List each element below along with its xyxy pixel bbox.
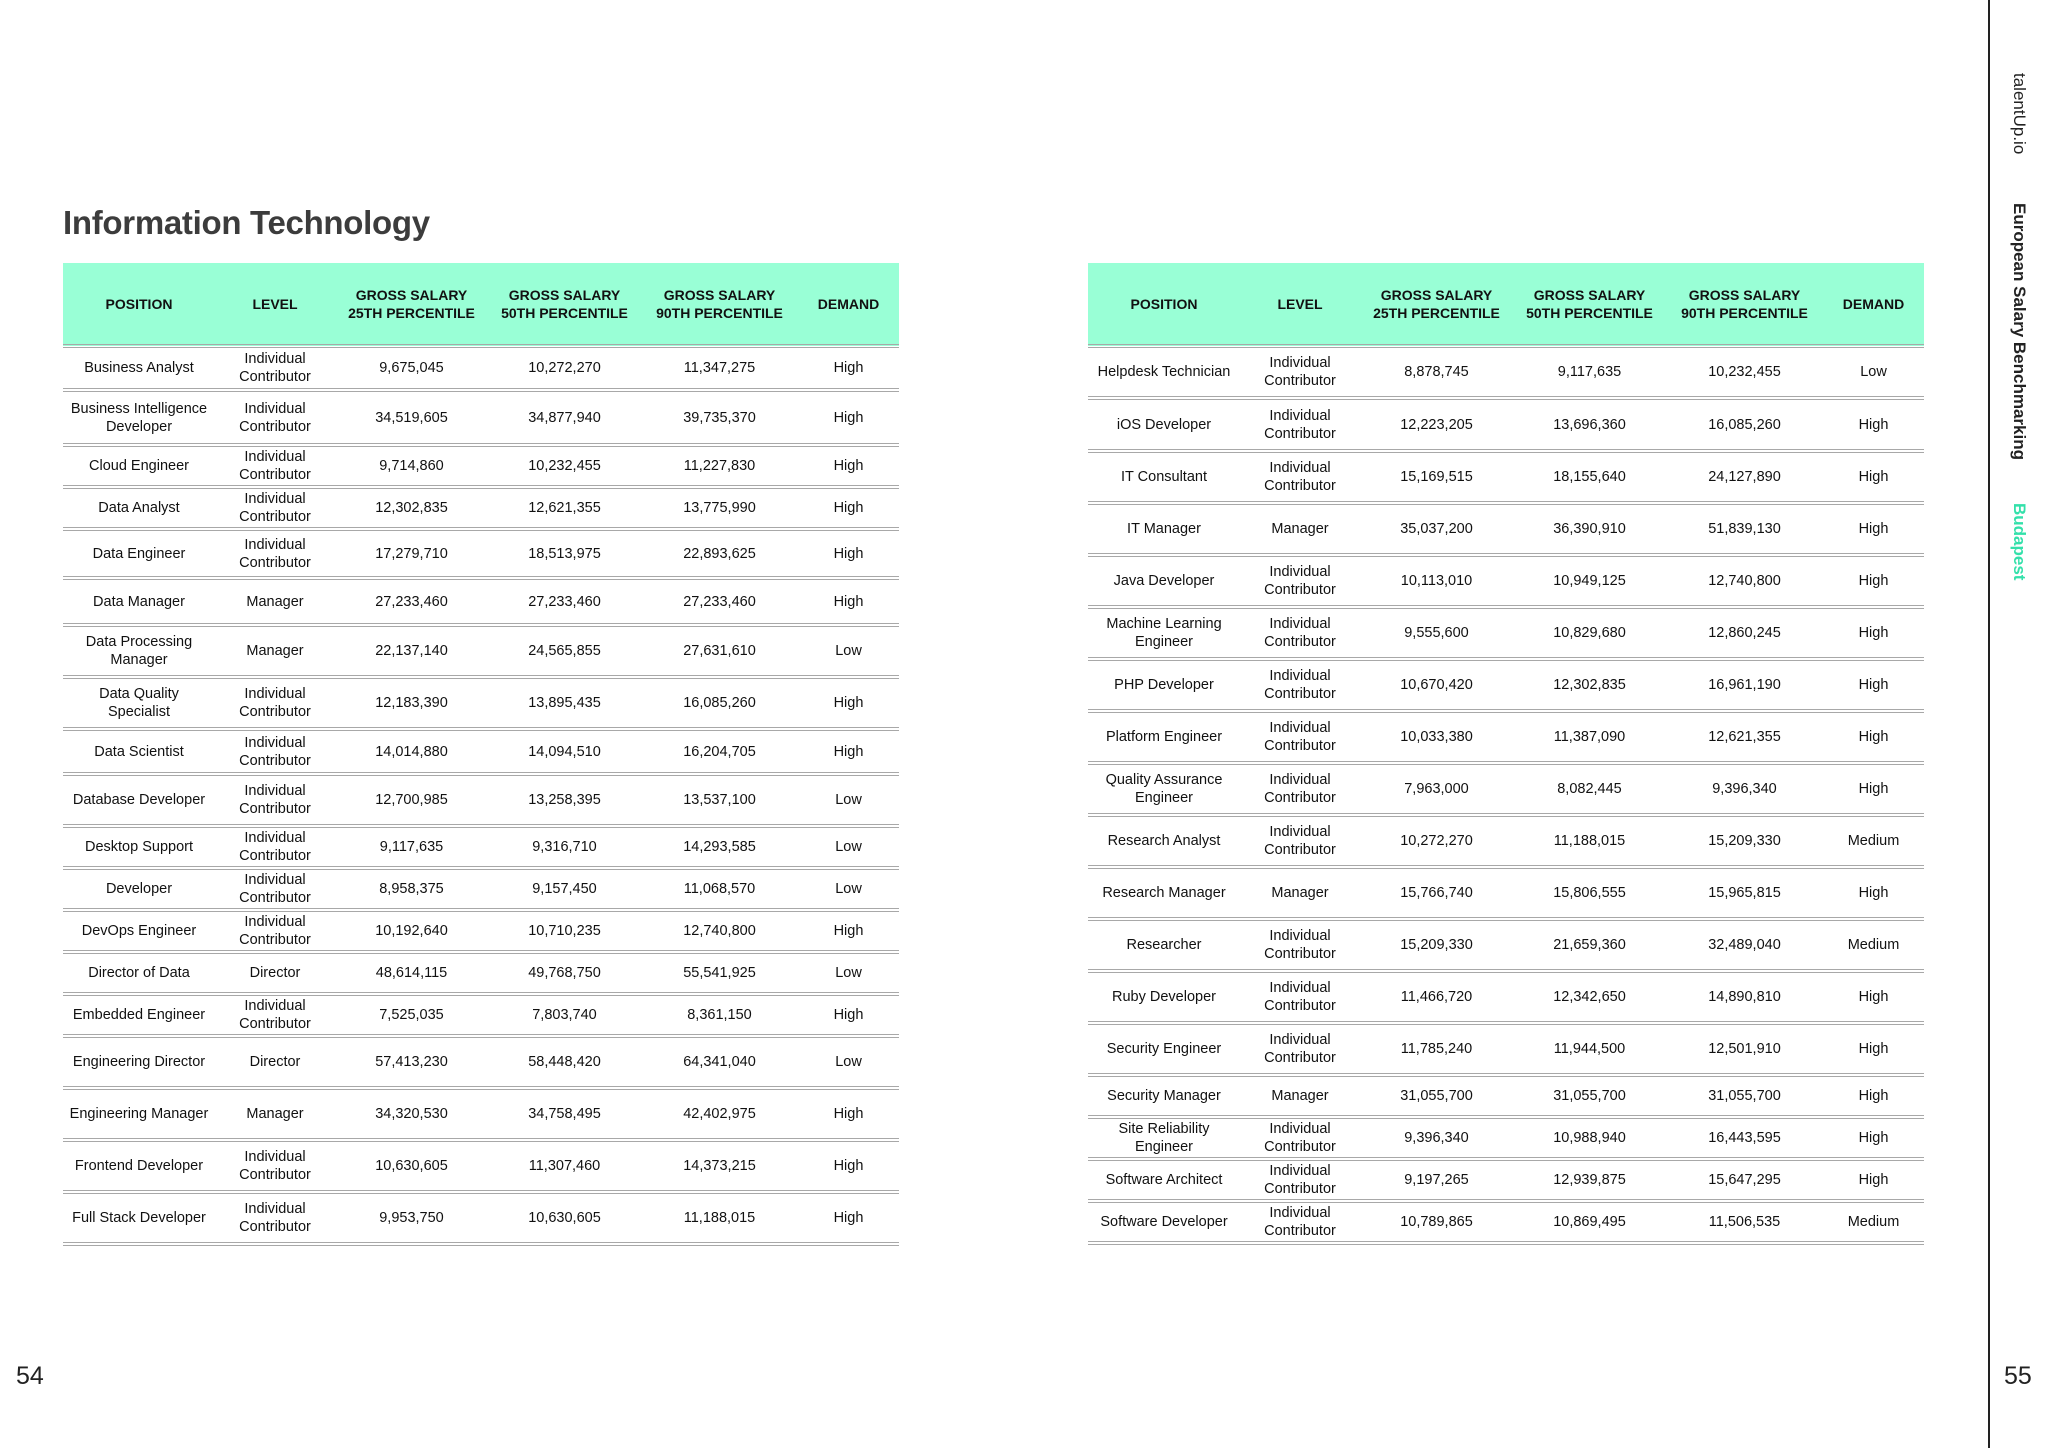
header-p90 (1666, 263, 1823, 346)
cell-p25: 57,413,230 (335, 1036, 488, 1088)
cell-position: Desktop Support (63, 826, 215, 868)
cell-p50: 10,710,235 (488, 910, 641, 952)
cell-demand: Low (798, 826, 899, 868)
cell-p50: 10,988,940 (1513, 1117, 1666, 1159)
cell-p90: 27,631,610 (641, 625, 798, 677)
cell-p50: 34,877,940 (488, 390, 641, 445)
cell-position: Data Engineer (63, 529, 215, 578)
cell-level: Manager (1240, 867, 1360, 919)
cell-p25: 9,675,045 (335, 346, 488, 390)
header-p50-line1: GROSS SALARY (1533, 286, 1646, 303)
cell-position: Database Developer (63, 774, 215, 826)
cell-level: Individual Contributor (1240, 607, 1360, 659)
cell-p90: 27,233,460 (641, 578, 798, 625)
cell-p90: 15,647,295 (1666, 1159, 1823, 1201)
cell-demand: Medium (1823, 815, 1924, 867)
sidebar-brand: talentUp.io (2010, 73, 2029, 155)
cell-position: Cloud Engineer (63, 445, 215, 487)
cell-p50: 9,157,450 (488, 868, 641, 910)
cell-p25: 9,714,860 (335, 445, 488, 487)
page-number-right: 55 (2004, 1362, 2032, 1390)
cell-demand: High (798, 1140, 899, 1192)
cell-demand: High (1823, 1075, 1924, 1117)
salary-table-left (63, 263, 899, 1246)
cell-p50: 27,233,460 (488, 578, 641, 625)
cell-p90: 24,127,890 (1666, 451, 1823, 503)
cell-demand: High (1823, 1023, 1924, 1075)
cell-p25: 12,223,205 (1360, 398, 1513, 451)
cell-p90: 16,085,260 (1666, 398, 1823, 451)
table-row (1088, 971, 1924, 1023)
cell-position: Data Analyst (63, 487, 215, 529)
cell-p90: 11,506,535 (1666, 1201, 1823, 1243)
cell-p25: 27,233,460 (335, 578, 488, 625)
cell-p90: 32,489,040 (1666, 919, 1823, 971)
cell-position: Java Developer (1088, 555, 1240, 607)
cell-p25: 17,279,710 (335, 529, 488, 578)
table-row (1088, 451, 1924, 503)
cell-p50: 34,758,495 (488, 1088, 641, 1140)
cell-p50: 13,895,435 (488, 677, 641, 729)
cell-p50: 18,513,975 (488, 529, 641, 578)
cell-p50: 12,621,355 (488, 487, 641, 529)
cell-position: Security Manager (1088, 1075, 1240, 1117)
cell-p25: 34,320,530 (335, 1088, 488, 1140)
sidebar-city: Budapest (2010, 503, 2029, 581)
page-number-left: 54 (16, 1362, 44, 1390)
cell-level: Individual Contributor (1240, 919, 1360, 971)
cell-position: Full Stack Developer (63, 1192, 215, 1244)
cell-p25: 7,963,000 (1360, 763, 1513, 815)
table-row (1088, 763, 1924, 815)
table-body-right (1088, 346, 1924, 1243)
table-row (63, 625, 899, 677)
cell-p90: 8,361,150 (641, 994, 798, 1036)
header-p50 (488, 263, 641, 346)
cell-p50: 24,565,855 (488, 625, 641, 677)
cell-p90: 16,204,705 (641, 729, 798, 774)
header-p25-line1: GROSS SALARY (1380, 286, 1493, 303)
cell-p50: 11,944,500 (1513, 1023, 1666, 1075)
cell-level: Manager (215, 578, 335, 625)
header-p90-line2: 90TH PERCENTILE (1681, 304, 1808, 321)
cell-level: Individual Contributor (215, 1192, 335, 1244)
cell-p25: 15,209,330 (1360, 919, 1513, 971)
cell-demand: High (798, 445, 899, 487)
cell-p50: 10,272,270 (488, 346, 641, 390)
cell-demand: High (798, 677, 899, 729)
cell-position: Platform Engineer (1088, 711, 1240, 763)
cell-level: Individual Contributor (1240, 1159, 1360, 1201)
cell-level: Director (215, 952, 335, 994)
cell-level: Director (215, 1036, 335, 1088)
cell-p90: 14,890,810 (1666, 971, 1823, 1023)
header-p25-line2: 25TH PERCENTILE (348, 304, 475, 321)
table-row (63, 445, 899, 487)
cell-demand: High (798, 529, 899, 578)
header-p90-line1: GROSS SALARY (663, 286, 776, 303)
cell-level: Individual Contributor (1240, 1201, 1360, 1243)
header-demand: DEMAND (798, 263, 899, 346)
cell-p90: 15,965,815 (1666, 867, 1823, 919)
cell-position: Quality Assurance Engineer (1088, 763, 1240, 815)
cell-level: Individual Contributor (1240, 763, 1360, 815)
cell-p50: 13,258,395 (488, 774, 641, 826)
sidebar-report-title: European Salary Benchmarking (2010, 203, 2029, 460)
cell-position: Site Reliability Engineer (1088, 1117, 1240, 1159)
cell-p90: 9,396,340 (1666, 763, 1823, 815)
cell-level: Manager (1240, 1075, 1360, 1117)
cell-demand: High (798, 1088, 899, 1140)
cell-level: Individual Contributor (1240, 1117, 1360, 1159)
cell-demand: High (798, 578, 899, 625)
cell-p90: 12,740,800 (1666, 555, 1823, 607)
header-p50 (1513, 263, 1666, 346)
cell-demand: High (1823, 503, 1924, 555)
cell-p50: 9,117,635 (1513, 346, 1666, 398)
cell-position: Director of Data (63, 952, 215, 994)
cell-level: Individual Contributor (215, 529, 335, 578)
cell-p90: 55,541,925 (641, 952, 798, 994)
header-p25-line2: 25TH PERCENTILE (1373, 304, 1500, 321)
header-p90 (641, 263, 798, 346)
cell-p25: 9,396,340 (1360, 1117, 1513, 1159)
cell-p25: 9,555,600 (1360, 607, 1513, 659)
cell-p90: 64,341,040 (641, 1036, 798, 1088)
cell-p90: 16,085,260 (641, 677, 798, 729)
header-p90-line1: GROSS SALARY (1688, 286, 1801, 303)
cell-level: Manager (215, 1088, 335, 1140)
cell-p90: 14,293,585 (641, 826, 798, 868)
header-p90-line2: 90TH PERCENTILE (656, 304, 783, 321)
header-p25-line1: GROSS SALARY (355, 286, 468, 303)
table-row (1088, 607, 1924, 659)
cell-p25: 12,183,390 (335, 677, 488, 729)
table-row (1088, 711, 1924, 763)
cell-p50: 12,342,650 (1513, 971, 1666, 1023)
table-row (1088, 346, 1924, 398)
cell-position: Security Engineer (1088, 1023, 1240, 1075)
cell-demand: High (798, 346, 899, 390)
cell-p90: 12,501,910 (1666, 1023, 1823, 1075)
cell-demand: High (1823, 398, 1924, 451)
cell-p25: 10,113,010 (1360, 555, 1513, 607)
cell-p25: 22,137,140 (335, 625, 488, 677)
cell-demand: High (798, 729, 899, 774)
cell-p90: 13,775,990 (641, 487, 798, 529)
header-p50-line2: 50TH PERCENTILE (1526, 304, 1653, 321)
cell-p25: 8,878,745 (1360, 346, 1513, 398)
cell-p50: 18,155,640 (1513, 451, 1666, 503)
table-row (1088, 1075, 1924, 1117)
cell-p90: 11,227,830 (641, 445, 798, 487)
cell-level: Individual Contributor (215, 1140, 335, 1192)
cell-p25: 31,055,700 (1360, 1075, 1513, 1117)
header-p50-line2: 50TH PERCENTILE (501, 304, 628, 321)
cell-p90: 11,347,275 (641, 346, 798, 390)
cell-p50: 11,387,090 (1513, 711, 1666, 763)
cell-position: Research Manager (1088, 867, 1240, 919)
cell-demand: High (1823, 763, 1924, 815)
cell-p25: 10,033,380 (1360, 711, 1513, 763)
cell-demand: High (1823, 1117, 1924, 1159)
cell-p50: 10,630,605 (488, 1192, 641, 1244)
cell-p50: 49,768,750 (488, 952, 641, 994)
cell-p90: 42,402,975 (641, 1088, 798, 1140)
table-row (63, 910, 899, 952)
cell-p25: 12,302,835 (335, 487, 488, 529)
table-header-row (1088, 263, 1924, 346)
cell-p25: 10,272,270 (1360, 815, 1513, 867)
table-row (1088, 867, 1924, 919)
cell-demand: High (1823, 971, 1924, 1023)
cell-demand: High (798, 1192, 899, 1244)
table-row (63, 677, 899, 729)
table-row (1088, 815, 1924, 867)
cell-p90: 16,961,190 (1666, 659, 1823, 711)
header-p25 (1360, 263, 1513, 346)
cell-position: Engineering Manager (63, 1088, 215, 1140)
header-position: POSITION (63, 263, 215, 346)
cell-demand: High (1823, 555, 1924, 607)
cell-level: Individual Contributor (1240, 346, 1360, 398)
cell-level: Individual Contributor (1240, 398, 1360, 451)
cell-position: Developer (63, 868, 215, 910)
cell-p90: 12,860,245 (1666, 607, 1823, 659)
cell-p50: 10,869,495 (1513, 1201, 1666, 1243)
table-row (63, 1088, 899, 1140)
cell-level: Manager (215, 625, 335, 677)
cell-p90: 31,055,700 (1666, 1075, 1823, 1117)
table-row (63, 1140, 899, 1192)
header-level: LEVEL (215, 263, 335, 346)
table-row (63, 578, 899, 625)
cell-p90: 12,740,800 (641, 910, 798, 952)
cell-p50: 31,055,700 (1513, 1075, 1666, 1117)
cell-level: Individual Contributor (215, 729, 335, 774)
cell-p50: 10,829,680 (1513, 607, 1666, 659)
cell-demand: High (798, 994, 899, 1036)
cell-p50: 12,302,835 (1513, 659, 1666, 711)
cell-position: IT Manager (1088, 503, 1240, 555)
cell-p90: 11,068,570 (641, 868, 798, 910)
cell-level: Individual Contributor (215, 346, 335, 390)
salary-table-right (1088, 263, 1924, 1245)
cell-position: Data Quality Specialist (63, 677, 215, 729)
cell-level: Individual Contributor (1240, 659, 1360, 711)
cell-level: Individual Contributor (215, 677, 335, 729)
table-row (63, 826, 899, 868)
cell-p25: 10,630,605 (335, 1140, 488, 1192)
cell-p25: 10,789,865 (1360, 1201, 1513, 1243)
cell-level: Individual Contributor (1240, 1023, 1360, 1075)
cell-p90: 22,893,625 (641, 529, 798, 578)
cell-level: Individual Contributor (215, 445, 335, 487)
cell-position: Helpdesk Technician (1088, 346, 1240, 398)
table-row (1088, 1023, 1924, 1075)
cell-position: Engineering Director (63, 1036, 215, 1088)
cell-level: Individual Contributor (215, 487, 335, 529)
cell-p25: 34,519,605 (335, 390, 488, 445)
cell-p25: 15,169,515 (1360, 451, 1513, 503)
cell-level: Individual Contributor (1240, 555, 1360, 607)
cell-p50: 21,659,360 (1513, 919, 1666, 971)
cell-demand: Medium (1823, 1201, 1924, 1243)
cell-p90: 13,537,100 (641, 774, 798, 826)
cell-level: Individual Contributor (215, 826, 335, 868)
cell-p25: 8,958,375 (335, 868, 488, 910)
cell-demand: High (1823, 711, 1924, 763)
cell-demand: High (798, 487, 899, 529)
cell-position: Business Analyst (63, 346, 215, 390)
cell-level: Individual Contributor (1240, 971, 1360, 1023)
header-p50-line1: GROSS SALARY (508, 286, 621, 303)
cell-p50: 15,806,555 (1513, 867, 1666, 919)
table-row (1088, 1117, 1924, 1159)
cell-demand: Low (798, 1036, 899, 1088)
table-row (63, 1036, 899, 1088)
table-row (63, 994, 899, 1036)
header-position: POSITION (1088, 263, 1240, 346)
cell-level: Individual Contributor (215, 910, 335, 952)
cell-position: Data Scientist (63, 729, 215, 774)
cell-position: Data Processing Manager (63, 625, 215, 677)
cell-p90: 39,735,370 (641, 390, 798, 445)
cell-p90: 12,621,355 (1666, 711, 1823, 763)
cell-p90: 51,839,130 (1666, 503, 1823, 555)
cell-p25: 9,953,750 (335, 1192, 488, 1244)
cell-demand: High (1823, 607, 1924, 659)
cell-demand: High (1823, 867, 1924, 919)
cell-p90: 11,188,015 (641, 1192, 798, 1244)
cell-p50: 14,094,510 (488, 729, 641, 774)
cell-demand: High (1823, 451, 1924, 503)
cell-position: Data Manager (63, 578, 215, 625)
table-row (1088, 1201, 1924, 1243)
table-row (63, 390, 899, 445)
cell-position: PHP Developer (1088, 659, 1240, 711)
cell-position: DevOps Engineer (63, 910, 215, 952)
table-row (1088, 919, 1924, 971)
cell-p25: 9,197,265 (1360, 1159, 1513, 1201)
header-level: LEVEL (1240, 263, 1360, 346)
cell-p50: 11,188,015 (1513, 815, 1666, 867)
cell-demand: Low (798, 774, 899, 826)
sidebar-divider (1988, 0, 1990, 1448)
cell-p50: 36,390,910 (1513, 503, 1666, 555)
cell-position: iOS Developer (1088, 398, 1240, 451)
cell-p50: 7,803,740 (488, 994, 641, 1036)
cell-position: Research Analyst (1088, 815, 1240, 867)
cell-demand: High (798, 390, 899, 445)
cell-level: Individual Contributor (215, 390, 335, 445)
cell-level: Individual Contributor (1240, 711, 1360, 763)
cell-position: Ruby Developer (1088, 971, 1240, 1023)
cell-level: Individual Contributor (215, 868, 335, 910)
table-row (63, 729, 899, 774)
cell-p50: 8,082,445 (1513, 763, 1666, 815)
cell-position: Researcher (1088, 919, 1240, 971)
cell-p25: 11,466,720 (1360, 971, 1513, 1023)
cell-demand: Medium (1823, 919, 1924, 971)
cell-p25: 15,766,740 (1360, 867, 1513, 919)
table-row (1088, 503, 1924, 555)
cell-p90: 10,232,455 (1666, 346, 1823, 398)
cell-level: Manager (1240, 503, 1360, 555)
table-row (63, 952, 899, 994)
cell-p50: 12,939,875 (1513, 1159, 1666, 1201)
cell-p50: 9,316,710 (488, 826, 641, 868)
table-row (63, 774, 899, 826)
table-row (63, 487, 899, 529)
cell-p90: 15,209,330 (1666, 815, 1823, 867)
cell-demand: Low (798, 625, 899, 677)
cell-demand: High (1823, 659, 1924, 711)
cell-position: Frontend Developer (63, 1140, 215, 1192)
table-body-left (63, 346, 899, 1244)
cell-p25: 10,192,640 (335, 910, 488, 952)
cell-level: Individual Contributor (215, 774, 335, 826)
page-title: Information Technology (63, 204, 430, 241)
header-p25 (335, 263, 488, 346)
table-row (63, 868, 899, 910)
cell-demand: Low (798, 868, 899, 910)
cell-p90: 14,373,215 (641, 1140, 798, 1192)
cell-demand: High (798, 910, 899, 952)
table-row (63, 1192, 899, 1244)
table-header-row (63, 263, 899, 346)
cell-p25: 12,700,985 (335, 774, 488, 826)
cell-position: IT Consultant (1088, 451, 1240, 503)
cell-p25: 14,014,880 (335, 729, 488, 774)
cell-demand: High (1823, 1159, 1924, 1201)
cell-p50: 11,307,460 (488, 1140, 641, 1192)
cell-demand: Low (1823, 346, 1924, 398)
table-row (1088, 398, 1924, 451)
table-row (1088, 659, 1924, 711)
cell-level: Individual Contributor (1240, 451, 1360, 503)
table-row (1088, 555, 1924, 607)
table-row (1088, 1159, 1924, 1201)
cell-position: Embedded Engineer (63, 994, 215, 1036)
cell-p25: 7,525,035 (335, 994, 488, 1036)
cell-demand: Low (798, 952, 899, 994)
cell-p50: 10,949,125 (1513, 555, 1666, 607)
cell-position: Software Developer (1088, 1201, 1240, 1243)
cell-p25: 35,037,200 (1360, 503, 1513, 555)
table-row (63, 346, 899, 390)
cell-level: Individual Contributor (215, 994, 335, 1036)
cell-p25: 11,785,240 (1360, 1023, 1513, 1075)
table-row (63, 529, 899, 578)
cell-p90: 16,443,595 (1666, 1117, 1823, 1159)
cell-p25: 48,614,115 (335, 952, 488, 994)
cell-p50: 13,696,360 (1513, 398, 1666, 451)
cell-p50: 58,448,420 (488, 1036, 641, 1088)
cell-p25: 10,670,420 (1360, 659, 1513, 711)
header-demand: DEMAND (1823, 263, 1924, 346)
cell-position: Software Architect (1088, 1159, 1240, 1201)
cell-position: Machine Learning Engineer (1088, 607, 1240, 659)
cell-p25: 9,117,635 (335, 826, 488, 868)
cell-p50: 10,232,455 (488, 445, 641, 487)
cell-position: Business Intelligence Developer (63, 390, 215, 445)
cell-level: Individual Contributor (1240, 815, 1360, 867)
